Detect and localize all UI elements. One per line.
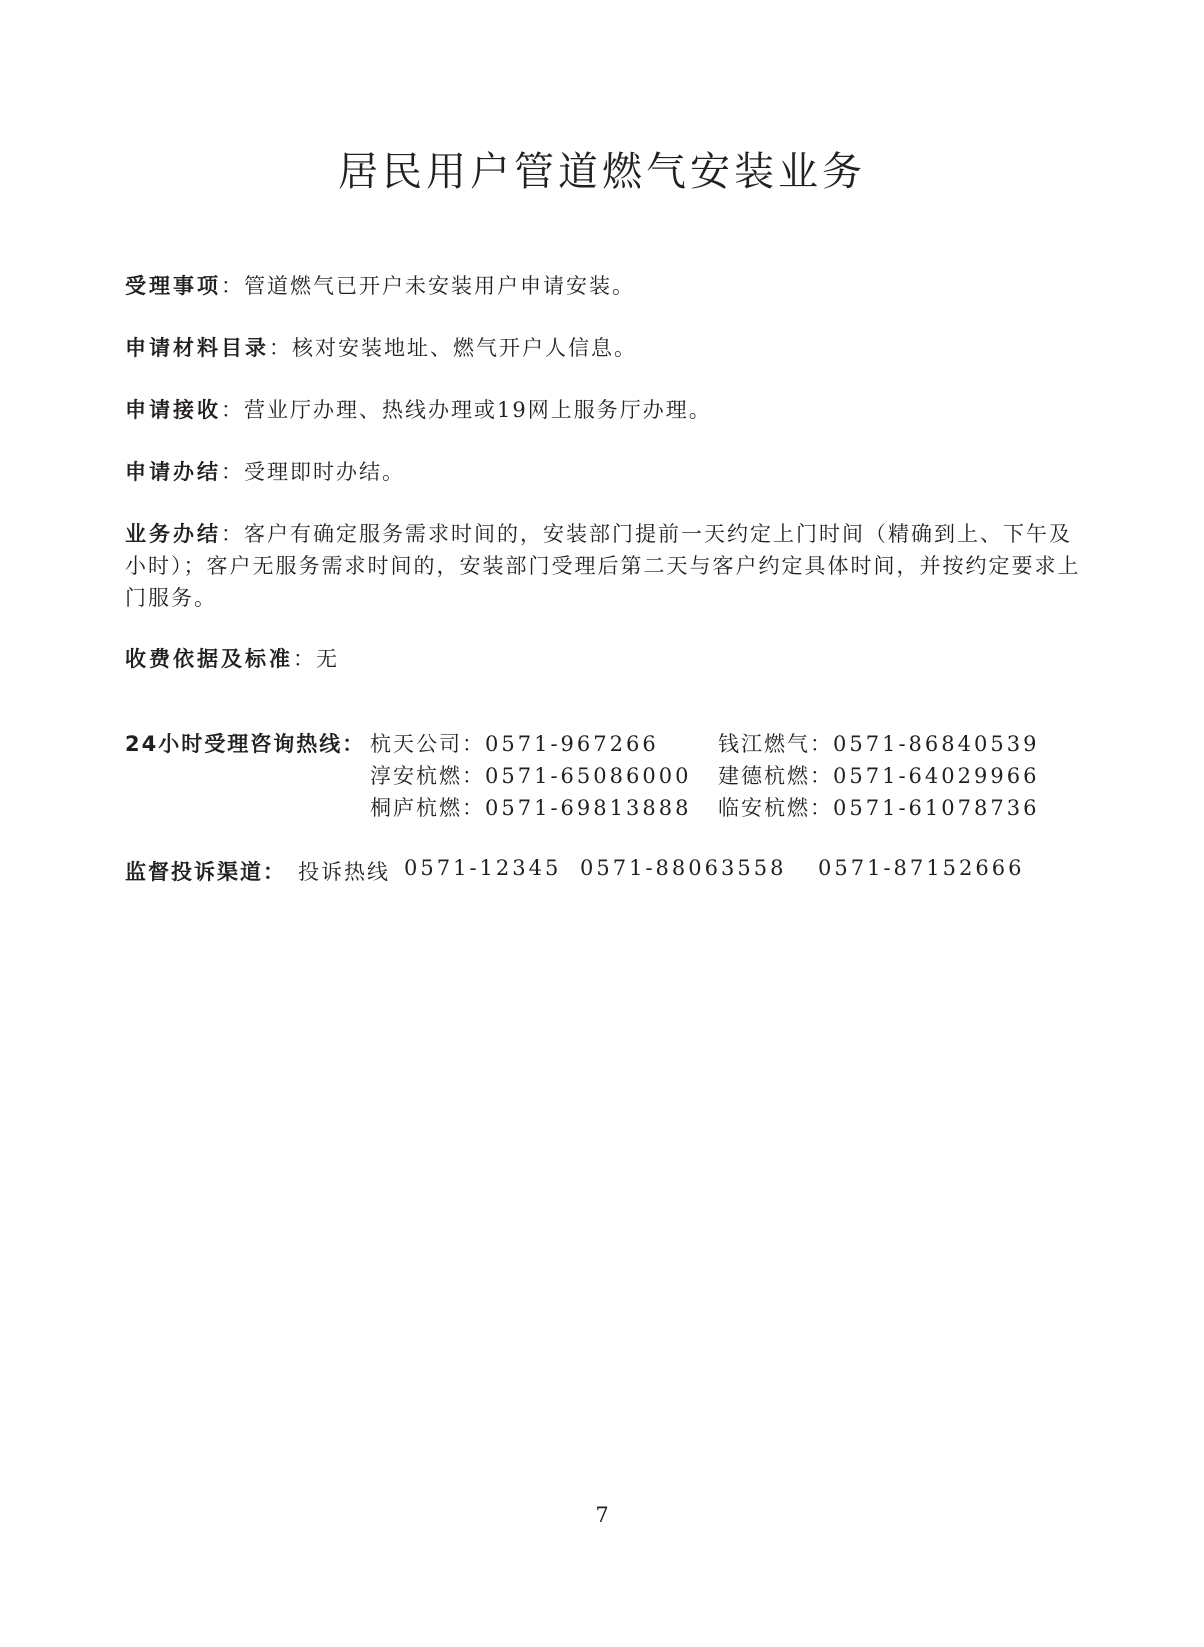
hotline-number: 0571-61078736 — [833, 796, 1040, 820]
hotline-label: 24小时受理咨询热线： — [125, 732, 366, 756]
section-label: 受理事项 — [125, 274, 221, 298]
complaint-label: 监督投诉渠道： — [125, 860, 286, 884]
section-materials — [125, 332, 1085, 364]
section-sep: ： — [221, 522, 244, 546]
section-sep: ： — [221, 398, 244, 422]
hotline-entry — [718, 760, 1039, 790]
hotline-number: 0571-64029966 — [833, 764, 1040, 788]
section-label: 申请材料目录 — [125, 336, 269, 360]
hotline-entry — [718, 728, 1039, 758]
hotline-company: 建德杭燃： — [718, 764, 833, 788]
section-receipt — [125, 394, 1085, 426]
hotline-entry — [718, 792, 1039, 822]
section-conclusion — [125, 456, 1085, 488]
complaint-number: 0571-12345 — [404, 856, 562, 880]
section-sep: ： — [221, 274, 244, 298]
hotline-company: 桐庐杭燃： — [370, 796, 485, 820]
section-text: 管道燃气已开户未安装用户申请安装。 — [244, 274, 635, 298]
hotline-entry — [370, 728, 659, 758]
section-label: 业务办结 — [125, 522, 221, 546]
section-fees — [125, 643, 1085, 675]
section-acceptance — [125, 270, 1085, 302]
section-sep: ： — [269, 336, 292, 360]
hotline-entry — [370, 792, 691, 822]
section-label: 收费依据及标准 — [125, 647, 293, 671]
hotline-entry — [370, 760, 691, 790]
section-text: 客户有确定服务需求时间的，安装部门提前一天约定上门时间（精确到上、下午及小时）；客户无服务需求时间的，安装部门受理后第二天与客户约定具体时间，并按约定要求上门服务。 — [125, 522, 1081, 610]
hotline-company: 淳安杭燃： — [370, 764, 485, 788]
complaint-prefix: 投诉热线 — [298, 860, 390, 884]
section-sep: ： — [293, 647, 316, 671]
complaint-number: 0571-87152666 — [818, 856, 1025, 880]
complaint-number: 0571-88063558 — [580, 856, 787, 880]
section-sep: ： — [221, 460, 244, 484]
section-completion — [125, 518, 1085, 614]
hotline-number: 0571-86840539 — [833, 732, 1040, 756]
section-text: 受理即时办结。 — [244, 460, 405, 484]
section-text: 营业厅办理、热线办理或19网上服务厅办理。 — [244, 398, 712, 422]
hotline-company: 杭天公司： — [370, 732, 485, 756]
hotline-number: 0571-69813888 — [485, 796, 692, 820]
page-title: 居民用户管道燃气安装业务 — [338, 149, 866, 195]
hotline-number: 0571-65086000 — [485, 764, 692, 788]
hotline-company: 临安杭燃： — [718, 796, 833, 820]
section-label: 申请接收 — [125, 398, 221, 422]
hotline-number: 0571-967266 — [485, 732, 659, 756]
hotline-company: 钱江燃气： — [718, 732, 833, 756]
section-label: 申请办结 — [125, 460, 221, 484]
section-text: 核对安装地址、燃气开户人信息。 — [292, 336, 637, 360]
page-number: 7 — [595, 1503, 609, 1527]
section-text: 无 — [316, 647, 339, 671]
